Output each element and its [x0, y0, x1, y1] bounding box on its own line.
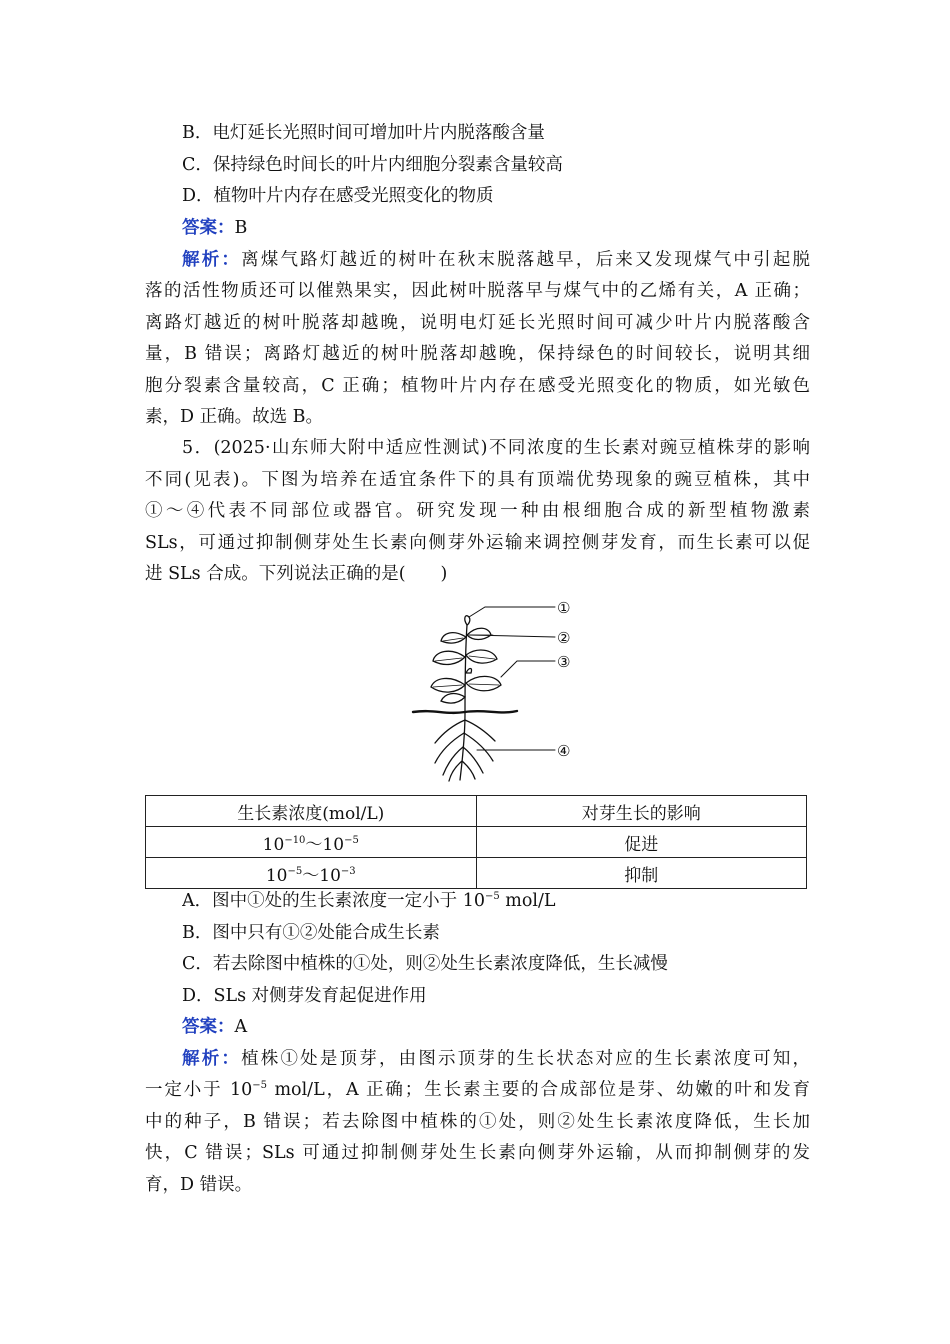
q5-analysis-line-1 [182, 1044, 810, 1075]
q4-analysis-line-1 [182, 245, 810, 276]
q4-analysis-line-4: 量，B 错误；离路灯越近的树叶脱落却越晚，保持绿色的时间较长，说明其细 [145, 344, 810, 364]
q4-analysis-line-2: 落的活性物质还可以催熟果实，因此树叶脱落早与煤气中的乙烯有关，A 正确； [145, 281, 810, 301]
lateral-bud [466, 669, 472, 674]
leader-1 [469, 607, 555, 617]
answer-value: B [234, 218, 248, 238]
table-cell-concentration: $10^{-10}\sim 10^{-5}$ [146, 827, 477, 858]
q5-stem-line-3: ①～④代表不同部位或器官。研究发现一种由根细胞合成的新型植物激素 [145, 501, 810, 521]
table-row [146, 827, 807, 858]
pea-plant-figure [405, 595, 590, 785]
q4-answer [182, 213, 810, 244]
answer-value: A [234, 1017, 248, 1037]
answer-label: 答案： [182, 218, 235, 238]
q5-analysis-line-4: 快，C 错误；SLs 可通过抑制侧芽处生长素向侧芽外运输，从而抑制侧芽的发 [145, 1143, 810, 1163]
table-cell-concentration: $10^{-5}\sim 10^{-3}$ [146, 858, 477, 889]
q5-stem-line-2: 不同(见表)。下图为培养在适宜条件下的具有顶端优势现象的豌豆植株，其中 [145, 470, 810, 490]
table-header-cell: 生长素浓度(mol/L) [146, 796, 477, 827]
figure-label-3: ③ [557, 653, 571, 671]
figure-label-1: ① [557, 599, 571, 617]
table-cell-effect: 促进 [476, 827, 807, 858]
q5-stem-line-1: 5．(2025·山东师大附中适应性测试)不同浓度的生长素对豌豆植株芽的影响 [182, 438, 810, 458]
q5-analysis-line-5: 育，D 错误。 [145, 1175, 253, 1195]
table-header-row [146, 796, 807, 827]
q5-stem-line-4: SLs，可通过抑制侧芽处生长素向侧芽外运输来调控侧芽发育，而生长素可以促 [145, 533, 810, 553]
table-row [146, 858, 807, 889]
pea-plant-diagram [405, 595, 590, 785]
q5-option-c: C．若去除图中植株的①处，则②处生长素浓度降低，生长减慢 [182, 954, 668, 974]
q5-stem-line-5: 进 SLs 合成。下列说法正确的是( ) [145, 564, 448, 584]
leader-2 [469, 635, 555, 637]
leader-3 [501, 661, 555, 677]
q4-option-d: D．植物叶片内存在感受光照变化的物质 [182, 186, 494, 206]
table-cell-effect: 抑制 [476, 858, 807, 889]
auxin-table [145, 795, 807, 889]
analysis-text: 植株①处是顶芽，由图示顶芽的生长状态对应的生长素浓度可知， [241, 1049, 810, 1069]
figure-label-2: ② [557, 629, 571, 647]
q4-option-b: B．电灯延长光照时间可增加叶片内脱落酸含量 [182, 123, 545, 143]
table-header-cell: 对芽生长的影响 [476, 796, 807, 827]
figure-label-4: ④ [557, 742, 571, 760]
q5-answer [182, 1012, 810, 1043]
q5-option-b: B．图中只有①②处能合成生长素 [182, 923, 440, 943]
q5-analysis-line-3: 中的种子，B 错误；若去除图中植株的①处，则②处生长素浓度降低，生长加 [145, 1112, 810, 1132]
q4-analysis-line-5: 胞分裂素含量较高，C 正确；植物叶片内存在感受光照变化的物质，如光敏色 [145, 376, 810, 396]
analysis-text: 离煤气路灯越近的树叶在秋末脱落越早，后来又发现煤气中引起脱 [241, 250, 810, 270]
q4-analysis-line-3: 离路灯越近的树叶脱落却越晚，说明电灯延长光照时间可减少叶片内脱落酸含 [145, 313, 810, 333]
root-main [460, 713, 465, 780]
q5-analysis-line-2: 一定小于 $10^{-5}$ mol/L，A 正确；生长素主要的合成部位是芽、幼嫩的叶和发育 [145, 1080, 810, 1100]
q5-option-d: D．SLs 对侧芽发育起促进作用 [182, 986, 427, 1006]
q5-option-a: A．图中①处的生长素浓度一定小于 $10^{-5}$ mol/L [182, 891, 556, 911]
q4-option-c: C．保持绿色时间长的叶片内细胞分裂素含量较高 [182, 155, 563, 175]
q4-analysis-line-6: 素，D 正确。故选 B。 [145, 407, 324, 427]
analysis-label: 解析： [182, 1049, 242, 1069]
analysis-label: 解析： [182, 250, 242, 270]
answer-label: 答案： [182, 1017, 235, 1037]
